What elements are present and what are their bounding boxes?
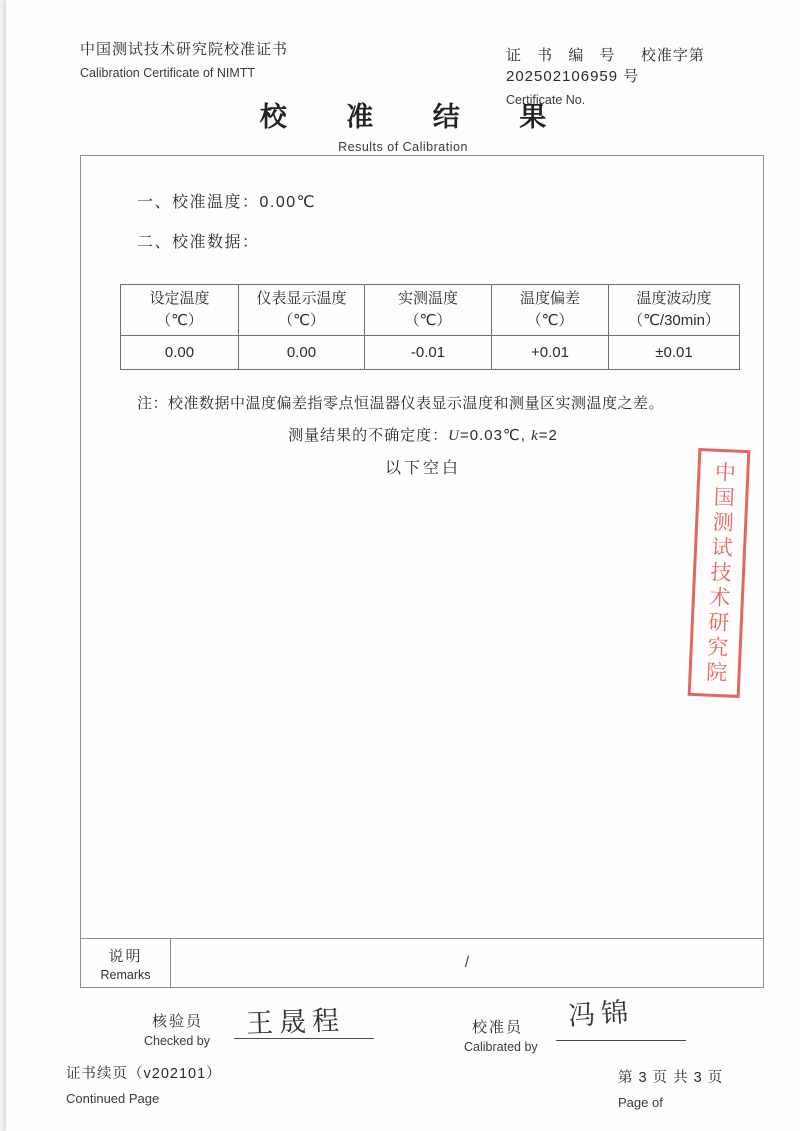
col-header-measured-temp: 实测温度 （℃） (365, 285, 492, 336)
footer-left (66, 1062, 222, 1106)
col-header-temp-deviation: 温度偏差 （℃） (492, 285, 609, 336)
page-number-en: Page of (618, 1095, 663, 1110)
page-number-cn: 第 3 页 共 3 页 (618, 1070, 724, 1086)
page-subtitle: Results of Calibration (338, 140, 468, 154)
table-header-row (121, 285, 740, 336)
calibrated-by-label-cn: 校准员 (472, 1019, 524, 1036)
calibration-data-table (120, 284, 740, 370)
remarks-value: / (464, 954, 470, 971)
cell-temp-fluctuation: ±0.01 (609, 336, 740, 370)
calibration-temperature-line: 一、校准温度：0.00℃ (137, 194, 317, 211)
checked-by-label-cn: 核验员 (152, 1013, 204, 1030)
blank-below-line: 以下空白 (384, 460, 461, 477)
calibration-data-line: 二、校准数据： (137, 234, 260, 251)
remarks-label (81, 939, 171, 987)
remarks-row (80, 938, 764, 988)
calibrated-by-signature: 冯锦 (567, 996, 636, 1032)
results-box (80, 155, 764, 988)
footer-right (618, 1066, 723, 1110)
uncertainty-k-symbol: k (531, 428, 539, 444)
remarks-label-en: Remarks (100, 967, 151, 982)
page-title: 校 准 结 果 (259, 102, 573, 132)
org-title-en: Calibration Certificate of NIMTT (80, 66, 256, 80)
continued-page-cn: 证书续页（v202101） (66, 1066, 222, 1082)
calibrated-by-label-en: Calibrated by (464, 1040, 538, 1054)
certificate-number-line (506, 44, 800, 86)
uncertainty-line (81, 424, 765, 445)
certificate-number-label-cn: 证 书 编 号 (506, 47, 621, 64)
table-data-row (121, 336, 740, 370)
certificate-number-label-en: Certificate No. (506, 93, 586, 107)
cell-indicated-temp: 0.00 (239, 336, 365, 370)
cell-measured-temp: -0.01 (365, 336, 492, 370)
col-header-temp-fluctuation: 温度波动度 （℃/30min） (609, 285, 740, 336)
uncertainty-label: 测量结果的不确定度： (288, 427, 449, 444)
certificate-number-value: 校准字第 202502106959 号 (506, 47, 705, 85)
uncertainty-u-value: =0.03℃, (459, 427, 532, 444)
checked-by-label-en: Checked by (144, 1034, 211, 1048)
note-line: 注：校准数据中温度偏差指零点恒温器仪表显示温度和测量区实测温度之差。 (137, 395, 665, 412)
title-block (6, 95, 800, 154)
header-left (80, 38, 288, 80)
continued-page-en: Continued Page (66, 1091, 160, 1106)
certificate-page (6, 0, 800, 1131)
checked-by-signature: 王晟程 (245, 1005, 346, 1039)
col-header-indicated-temp: 仪表显示温度 （℃） (239, 285, 365, 336)
uncertainty-k-value: =2 (538, 427, 558, 444)
cell-temp-deviation: +0.01 (492, 336, 609, 370)
uncertainty-u-symbol: U (448, 428, 460, 444)
institute-red-stamp: 中国测试技术研究院 (688, 448, 751, 698)
col-header-set-temp: 设定温度 （℃） (121, 285, 239, 336)
cell-set-temp: 0.00 (121, 336, 239, 370)
org-title-cn: 中国测试技术研究院校准证书 (80, 41, 289, 58)
remarks-label-cn: 说明 (108, 947, 143, 965)
